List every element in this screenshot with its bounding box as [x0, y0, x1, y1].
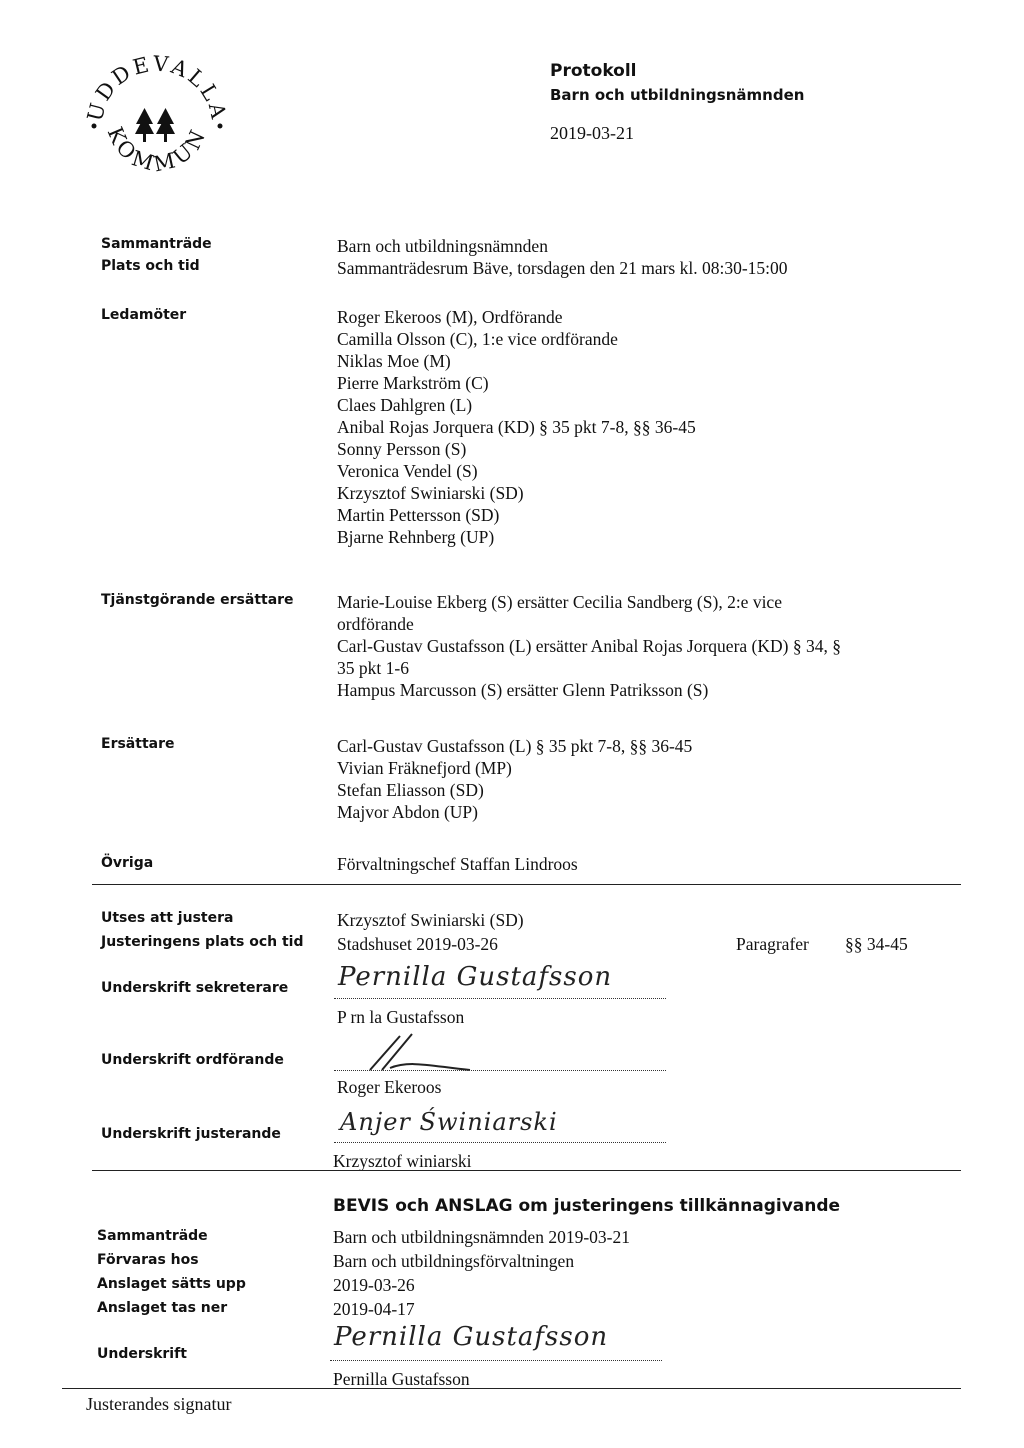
- name-underskrift: Pernilla Gustafsson: [333, 1369, 470, 1389]
- footer-justerandes-signatur: Justerandes signatur: [86, 1394, 232, 1414]
- label-sammantrade-bevis: Sammanträde: [97, 1228, 208, 1244]
- label-underskrift-ordforande: Underskrift ordförande: [101, 1052, 284, 1068]
- label-utses-att-justera: Utses att justera: [101, 910, 234, 926]
- signature-line: [330, 1360, 662, 1361]
- members-list: [337, 306, 696, 548]
- member-item: Krzysztof Swiniarski (SD): [337, 483, 524, 503]
- member-item: Sonny Persson (S): [337, 439, 467, 459]
- value-utses-att-justera: Krzysztof Swiniarski (SD): [337, 910, 524, 930]
- signature-line: [334, 1142, 666, 1143]
- divider: [92, 884, 961, 885]
- label-tjanstgorande-ersattare: Tjänstgörande ersättare: [101, 592, 294, 608]
- member-item: Camilla Olsson (C), 1:e vice ordförande: [337, 329, 618, 349]
- substitute-line: 35 pkt 1-6: [337, 658, 409, 678]
- signature-sekreterare: Pernilla Gustafsson: [338, 962, 613, 992]
- document-title: Protokoll: [550, 61, 637, 81]
- substitutes-list: [337, 591, 841, 701]
- alternate-line: Majvor Abdon (UP): [337, 802, 478, 822]
- bevis-title: BEVIS och ANSLAG om justeringens tillkännagivande: [333, 1196, 841, 1216]
- value-forvaras-hos: Barn och utbildningsförvaltningen: [333, 1251, 575, 1271]
- value-ovriga: Förvaltningschef Staffan Lindroos: [337, 854, 578, 874]
- value-sammantrade: Barn och utbildningsnämnden: [337, 236, 548, 256]
- member-item: Pierre Markström (C): [337, 373, 489, 393]
- value-paragrafer: §§ 34-45: [845, 934, 908, 954]
- document-date: 2019-03-21: [550, 123, 634, 143]
- substitute-line: Marie-Louise Ekberg (S) ersätter Cecilia Sandberg (S), 2:e vice: [337, 592, 782, 612]
- member-item: Anibal Rojas Jorquera (KD) § 35 pkt 7-8, §§ 36-45: [337, 417, 696, 437]
- tree-icon: [135, 108, 175, 142]
- name-ordforande: Roger Ekeroos: [337, 1077, 442, 1097]
- substitute-line: Carl-Gustav Gustafsson (L) ersätter Anibal Rojas Jorquera (KD) § 34, §: [337, 636, 841, 656]
- svg-text:KOMMUN: [103, 123, 212, 176]
- alternate-line: Stefan Eliasson (SD): [337, 780, 484, 800]
- logo-text-bottom: KOMMUN: [102, 123, 212, 177]
- name-justerande: Krzysztof winiarski: [333, 1151, 472, 1171]
- substitute-line: ordförande: [337, 614, 414, 634]
- label-plats-och-tid: Plats och tid: [101, 258, 200, 274]
- signature-justerande: Anjer Świniarski: [340, 1108, 558, 1136]
- member-item: Niklas Moe (M): [337, 351, 451, 371]
- alternate-line: Carl-Gustav Gustafsson (L) § 35 pkt 7-8, §§ 36-45: [337, 736, 693, 756]
- label-sammantrade: Sammanträde: [101, 236, 212, 252]
- label-underskrift-justerande: Underskrift justerande: [101, 1126, 281, 1142]
- label-underskrift-sekreterare: Underskrift sekreterare: [101, 980, 289, 996]
- alternates-list: [337, 735, 692, 823]
- member-item: Veronica Vendel (S): [337, 461, 478, 481]
- value-anslaget-satts-upp: 2019-03-26: [333, 1275, 415, 1295]
- value-justeringens-plats: Stadshuset 2019-03-26: [337, 934, 498, 954]
- signature-ordforande: [360, 1030, 480, 1074]
- svg-text:UDDEVALLA: [83, 52, 231, 124]
- label-ovriga: Övriga: [101, 855, 154, 871]
- label-forvaras-hos: Förvaras hos: [97, 1252, 199, 1268]
- committee-name: Barn och utbildningsnämnden: [550, 86, 805, 104]
- member-item: Claes Dahlgren (L): [337, 395, 473, 415]
- label-ersattare: Ersättare: [101, 736, 175, 752]
- value-plats-och-tid: Sammanträdesrum Bäve, torsdagen den 21 mars kl. 08:30-15:00: [337, 258, 788, 278]
- signature-line: [334, 1070, 666, 1071]
- label-ledamoter: Ledamöter: [101, 307, 187, 323]
- logo-text-top: UDDEVALLA: [82, 51, 232, 124]
- member-item: Bjarne Rehnberg (UP): [337, 527, 495, 547]
- signature-line: [334, 998, 666, 999]
- substitute-line: Hampus Marcusson (S) ersätter Glenn Patriksson (S): [337, 680, 709, 700]
- logo-emblem: [72, 48, 242, 178]
- member-item: Roger Ekeroos (M), Ordförande: [337, 307, 563, 327]
- label-paragrafer: Paragrafer: [736, 934, 809, 954]
- name-sekreterare: P rn la Gustafsson: [337, 1007, 465, 1027]
- divider: [92, 1170, 961, 1171]
- label-anslaget-tas-ner: Anslaget tas ner: [97, 1300, 228, 1316]
- label-underskrift: Underskrift: [97, 1346, 187, 1362]
- value-anslaget-tas-ner: 2019-04-17: [333, 1299, 415, 1319]
- label-anslaget-satts-upp: Anslaget sätts upp: [97, 1276, 246, 1292]
- member-item: Martin Pettersson (SD): [337, 505, 500, 525]
- signature-underskrift: Pernilla Gustafsson: [334, 1322, 609, 1352]
- uddevalla-kommun-logo: [72, 48, 242, 178]
- divider: [62, 1388, 961, 1389]
- value-sammantrade-bevis: Barn och utbildningsnämnden 2019-03-21: [333, 1227, 630, 1247]
- alternate-line: Vivian Fräknefjord (MP): [337, 758, 512, 778]
- label-justeringens-plats: Justeringens plats och tid: [101, 934, 304, 950]
